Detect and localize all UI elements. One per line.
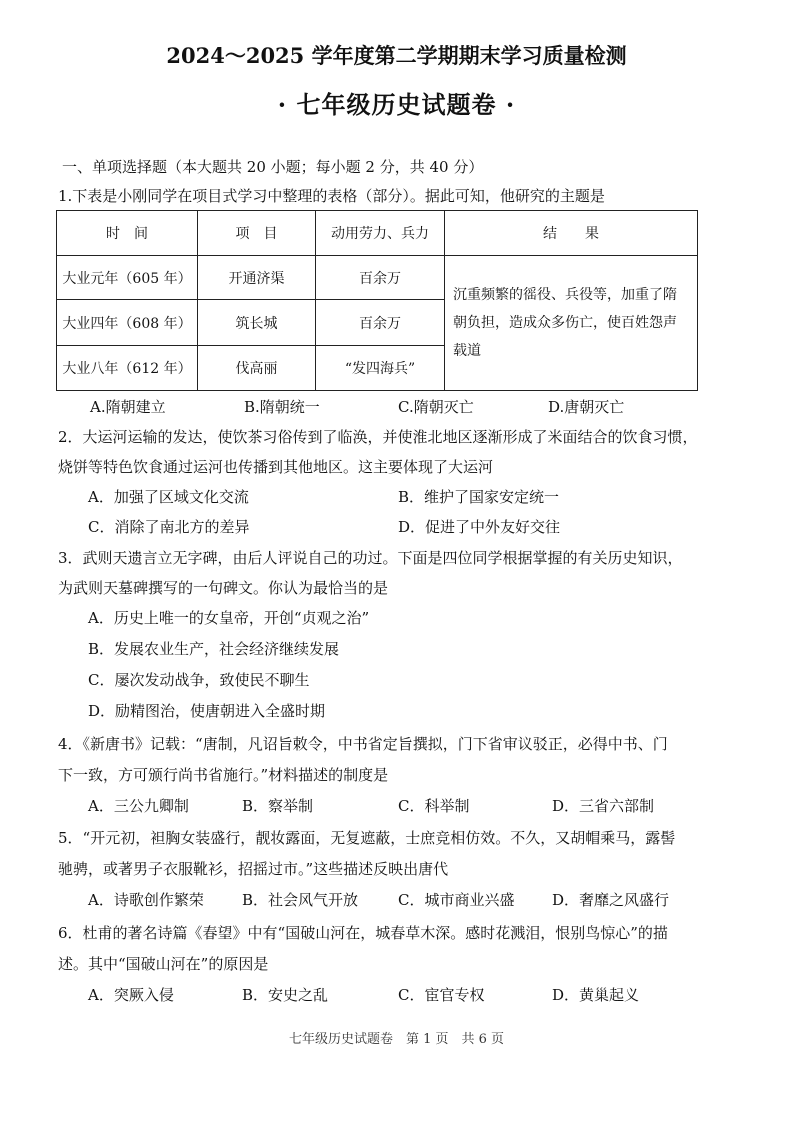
q6-option-a: A．突厥入侵 [88,986,174,1004]
q4-option-b: B．察举制 [242,797,314,815]
table-cell: 伐高丽 [198,346,316,391]
q2-stem-line1: 2．大运河运输的发达，使饮茶习俗传到了临涣，并使淮北地区逐渐形成了米面结合的饮食习惯， [58,428,698,446]
q2-option-c: C．消除了南北方的差异 [88,518,250,536]
q2-option-a: A．加强了区域文化交流 [88,488,249,506]
q3-stem-line2: 为武则天墓碑撰写的一句碑文。你认为最恰当的是 [58,579,389,597]
table-cell: 筑长城 [198,300,316,346]
q5-option-a: A．诗歌创作繁荣 [88,891,204,909]
q4-option-c: C．科举制 [398,797,470,815]
q5-option-b: B．社会风气开放 [242,891,359,909]
section-heading: 一、单项选择题（本大题共 20 小题；每小题 2 分，共 40 分） [62,158,484,176]
q2-stem-line2: 烧饼等特色饮食通过运河也传播到其他地区。这主要体现了大运河 [58,458,494,476]
q1-stem: 1.下表是小刚同学在项目式学习中整理的表格（部分）。据此可知，他研究的主题是 [58,187,605,205]
q4-option-a: A．三公九卿制 [88,797,189,815]
q5-stem-line1: 5．“开元初，袒胸女装盛行，靓妆露面，无复遮蔽，士庶竞相仿效。不久，又胡帽乘马，露髻 [58,829,676,847]
table-cell: 开通济渠 [198,256,316,300]
table-header-cell: 时 间 [57,211,198,256]
table-result-cell: 沉重频繁的徭役、兵役等，加重了隋朝负担，造成众多伤亡，使百姓怨声载道 [445,256,698,391]
q3-option-a: A．历史上唯一的女皇帝，开创“贞观之治” [88,609,370,627]
q6-option-b: B．安史之乱 [242,986,329,1004]
q4-stem-line1: 4．《新唐书》记载：“唐制，凡诏旨敕令，中书省定旨撰拟，门下省审议驳正，必得中书、门 [58,735,668,753]
q3-option-b: B．发展农业生产，社会经济继续发展 [88,640,340,658]
q1-option-d: D.唐朝灭亡 [548,398,625,416]
q3-stem-line1: 3．武则天遗言立无字碑，由后人评说自己的功过。下面是四位同学根据掌握的有关历史知识， [58,549,683,567]
q2-option-d: D．促进了中外友好交往 [398,518,561,536]
exam-header: 2024～2025 学年度第二学期期末学习质量检测 [166,43,627,68]
q3-option-d: D．励精图治，使唐朝进入全盛时期 [88,702,326,720]
q6-stem-line2: 述。其中“国破山河在”的原因是 [58,955,269,973]
q1-option-a: A.隋朝建立 [90,398,166,416]
table-header-cell: 项 目 [198,211,316,256]
q3-option-c: C．屡次发动战争，致使民不聊生 [88,671,310,689]
q1-option-b: B.隋朝统一 [244,398,320,416]
q1-table [56,210,698,391]
q6-option-d: D．黄巢起义 [552,986,640,1004]
table-cell: “发四海兵” [316,346,445,391]
table-cell: 百余万 [316,256,445,300]
table-cell: 大业八年（612 年） [57,346,198,391]
q5-stem-line2: 驰骋，或著男子衣服靴衫，招摇过市。”这些描述反映出唐代 [58,860,449,878]
q6-option-c: C．宦官专权 [398,986,485,1004]
q4-option-d: D．三省六部制 [552,797,655,815]
q1-option-c: C.隋朝灭亡 [398,398,474,416]
table-cell: 百余万 [316,300,445,346]
table-cell: 大业四年（608 年） [57,300,198,346]
q2-option-b: B．维护了国家安定统一 [398,488,560,506]
table-header-cell: 结 果 [445,211,698,256]
table-header-cell: 动用劳力、兵力 [316,211,445,256]
exam-title: · 七年级历史试题卷 · [277,90,516,119]
q5-option-d: D．奢靡之风盛行 [552,891,670,909]
q6-stem-line1: 6．杜甫的著名诗篇《春望》中有“国破山河在，城春草木深。感时花溅泪，恨别鸟惊心”的描 [58,924,668,942]
table-cell: 大业元年（605 年） [57,256,198,300]
q4-stem-line2: 下一致，方可颁行尚书省施行。”材料描述的制度是 [58,766,389,784]
page-footer: 七年级历史试题卷 第 1 页 共 6 页 [288,1032,505,1047]
q5-option-c: C．城市商业兴盛 [398,891,515,909]
